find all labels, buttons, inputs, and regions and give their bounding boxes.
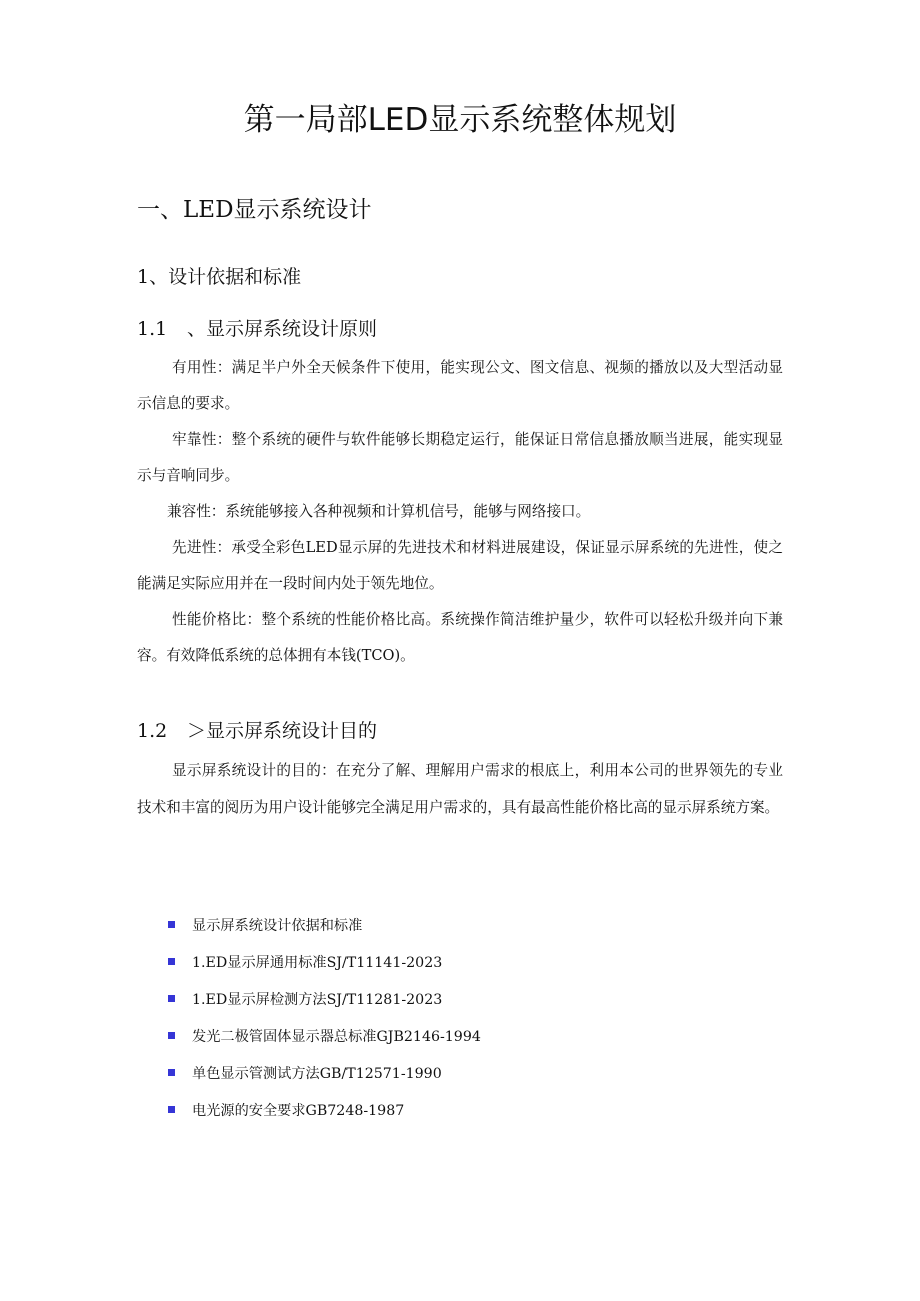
principles-number: 1.1: [137, 318, 168, 340]
principle-compatibility: 兼容性：系统能够接入各种视频和计算机信号，能够与网络接口。: [167, 503, 591, 520]
list-item-text: 电光源的安全要求GB7248-1987: [192, 1102, 405, 1119]
square-bullet-icon: [168, 1069, 175, 1076]
square-bullet-icon: [168, 1106, 175, 1113]
list-item-text: 发光二极管固体显示器总标准GJB2146-1994: [192, 1028, 481, 1045]
list-item: [168, 1017, 481, 1054]
principle-reliability: 牢靠性：整个系统的硬件与软件能够长期稳定运行，能保证日常信息播放顺当进展，能实现显示与音响同步。: [137, 431, 783, 484]
list-item: [168, 906, 481, 943]
list-item-text: 单色显示管测试方法GB/T12571-1990: [192, 1065, 442, 1082]
list-item: [168, 1091, 481, 1128]
goals-heading-text: ＞显示屏系统设计目的: [187, 720, 378, 742]
list-item: [168, 943, 481, 980]
goals-number: 1.2: [137, 720, 168, 742]
subsection-heading: 1、设计依据和标准: [137, 266, 302, 288]
square-bullet-icon: [168, 958, 175, 965]
principle-cost-performance: 性能价格比：整个系统的性能价格比高。系统操作简洁维护量少，软件可以轻松升级并向下兼容。有效降低系统的总体拥有本钱(TCO)。: [137, 611, 783, 664]
square-bullet-icon: [168, 921, 175, 928]
principles-heading: [137, 314, 377, 344]
list-item: [168, 1054, 481, 1091]
list-item-text: 1.ED显示屏通用标准SJ/T11141-2023: [192, 954, 443, 971]
principle-advancement: 先进性：承受全彩色LED显示屏的先进技术和材料进展建设，保证显示屏系统的先进性，使之能满足实际应用并在一段时间内处于领先地位。: [137, 539, 783, 592]
standards-list: [168, 906, 481, 1128]
principles-heading-text: 、显示屏系统设计原则: [187, 318, 378, 340]
list-item-text: 显示屏系统设计依据和标准: [192, 917, 363, 934]
goals-heading: [137, 716, 377, 746]
document-title: 第一局部LED显示系统整体规划: [243, 102, 677, 138]
principle-practicality: 有用性：满足半户外全天候条件下使用，能实现公文、图文信息、视频的播放以及大型活动显示信息的要求。: [137, 359, 783, 412]
list-item: [168, 980, 481, 1017]
goals-paragraph: 显示屏系统设计的目的：在充分了解、理解用户需求的根底上，利用本公司的世界领先的专业技术和丰富的阅历为用户设计能够完全满足用户需求的，具有最高性能价格比高的显示屏系统方案。: [137, 762, 783, 816]
list-item-text: 1.ED显示屏检测方法SJ/T11281-2023: [192, 991, 443, 1008]
section-heading: 一、LED显示系统设计: [137, 197, 372, 223]
square-bullet-icon: [168, 1032, 175, 1039]
square-bullet-icon: [168, 995, 175, 1002]
